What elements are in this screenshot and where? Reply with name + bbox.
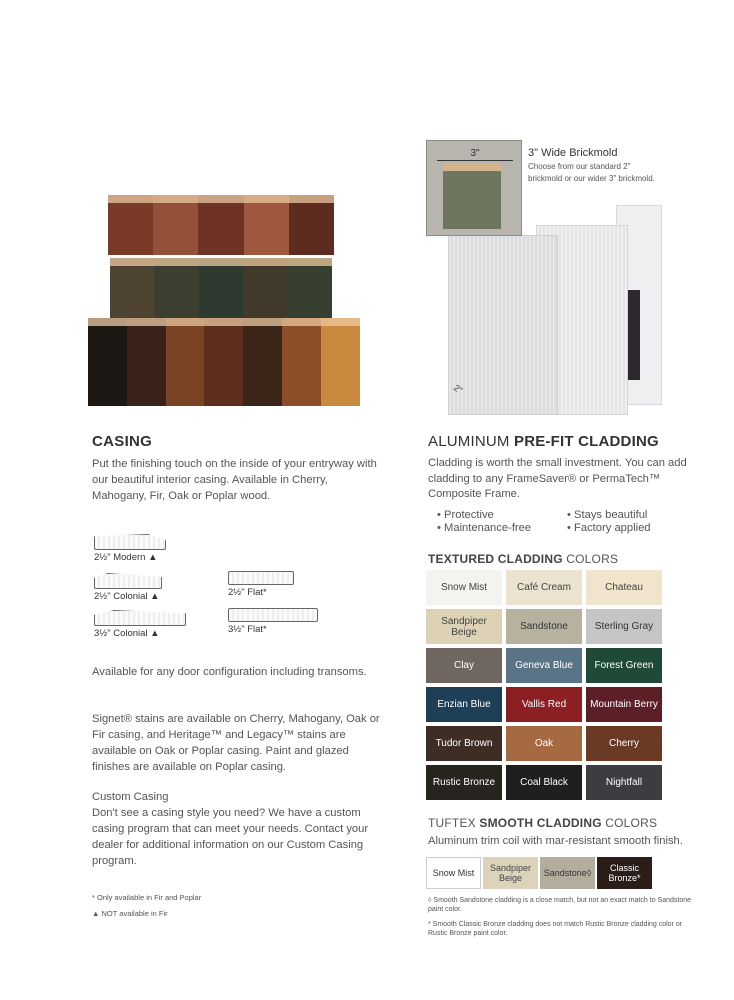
casing-row-cherry [108,195,334,255]
textured-colors-heading [428,552,618,566]
casing-footnote-fir-poplar: * Only available in Fir and Poplar [92,893,202,902]
smooth-cladding-description: Aluminum trim coil with mar-resistant smooth finish. [428,835,683,847]
color-swatch: Rustic Bronze [426,765,502,800]
brickmold-dimension-2: 2" [451,382,465,396]
casing-samples-photo [88,190,360,412]
color-swatch: Tudor Brown [426,726,502,761]
color-swatch: Sandstone◊ [540,857,595,889]
textured-heading-bold: TEXTURED CLADDING [428,552,563,566]
profile-colonial-25 [94,573,162,602]
casing-title: CASING [92,433,153,450]
color-swatch: Forest Green [586,648,662,683]
color-swatch: Sandpiper Beige [483,857,538,889]
profile-flat-35-label: 3½" Flat* [228,624,267,635]
cladding-description: Cladding is worth the small investment. You can add cladding to any FrameSaver® or PermaTech™ Composite Frame. [428,457,687,500]
profile-colonial-35 [94,610,186,639]
casing-footnote-not-fir: ▲ NOT available in Fir [92,909,168,918]
profile-flat-25-shape [228,571,294,585]
classic-bronze-note: * Smooth Classic Bronze cladding does not match Rustic Bronze cladding color or Rustic Bronze paint color. [428,921,683,937]
smooth-heading-rest: COLORS [601,816,658,830]
color-swatch: Sandpiper Beige [426,609,502,644]
color-swatch: Snow Mist [426,570,502,605]
sandstone-note: ◊ Smooth Sandstone cladding is a close match, but not an exact match to Sandstone paint color. [428,897,692,913]
color-swatch: Chateau [586,570,662,605]
smooth-heading-bold: SMOOTH CLADDING [479,816,602,830]
casing-stains: Signet® stains are available on Cherry, Mahogany, Oak or Fir casing, and Heritage™ and Legacy™ stains are available on Oak or Poplar casing. Paint and glazed finishes are available on Poplar casing. [92,713,380,773]
color-swatch: Geneva Blue [506,648,582,683]
cladding-title [428,433,659,450]
profile-colonial-35-shape [94,610,186,626]
color-swatch: Sandstone [506,609,582,644]
brickmold-title: 3" Wide Brickmold [528,147,618,159]
custom-casing [92,789,382,869]
smooth-color-swatches [426,857,652,889]
textured-heading-rest: COLORS [562,552,619,566]
color-swatch: Enzian Blue [426,687,502,722]
profile-flat-35 [228,608,318,635]
brickmold-profile-inset [426,140,522,236]
brickmold-profile-shape [443,163,501,229]
custom-casing-text: Don't see a casing style you need? We have a custom casing program that can meet your needs. Contact your dealer for additional information on our Custom Casing program. [92,807,369,867]
casing-description: Put the finishing touch on the inside of your entryway with our beautiful interior casing. Available in Cherry, Mahogany, Fir, Oak or Poplar wood. [92,458,377,502]
profile-modern [94,534,166,563]
smooth-heading-prefix: TUFTEX [428,816,480,830]
color-swatch: Classic Bronze* [597,857,652,889]
benefit-item: • Maintenance-free [437,522,567,534]
cladding-front-panel [448,235,558,415]
cladding-benefits-list [437,509,697,534]
casing-availability: Available for any door configuration including transoms. [92,666,367,678]
brickmold-dimension-3: 3" [437,149,513,161]
cladding-title-prefix: ALUMINUM [428,433,514,450]
brickmold-caption [528,146,658,185]
profile-modern-label: 2½" Modern ▲ [94,552,158,563]
profile-colonial-35-label: 3½" Colonial ▲ [94,628,160,639]
cladding-title-bold: PRE-FIT CLADDING [513,433,659,450]
casing-row-fir [110,258,332,320]
benefit-item: • Protective [437,509,567,521]
casing-row-oak [88,318,360,406]
color-swatch: Clay [426,648,502,683]
color-swatch: Mountain Berry [586,687,662,722]
profile-colonial-25-shape [94,573,162,589]
benefit-item: • Factory applied [567,522,697,534]
textured-color-swatches [426,570,662,800]
color-swatch: Oak [506,726,582,761]
profile-flat-25 [228,571,294,598]
color-swatch: Cherry [586,726,662,761]
color-swatch: Nightfall [586,765,662,800]
profile-colonial-25-label: 2½" Colonial ▲ [94,591,160,602]
color-swatch: Coal Black [506,765,582,800]
profile-flat-35-shape [228,608,318,622]
color-swatch: Snow Mist [426,857,481,889]
profile-modern-shape [94,534,166,550]
benefit-item: • Stays beautiful [567,509,697,521]
color-swatch: Vallis Red [506,687,582,722]
profile-flat-25-label: 2½" Flat* [228,587,267,598]
smooth-colors-heading [428,816,657,830]
color-swatch: Sterling Gray [586,609,662,644]
brickmold-text: Choose from our standard 2" brickmold or our wider 3" brickmold. [528,162,655,183]
color-swatch: Café Cream [506,570,582,605]
custom-casing-title: Custom Casing [92,791,169,803]
